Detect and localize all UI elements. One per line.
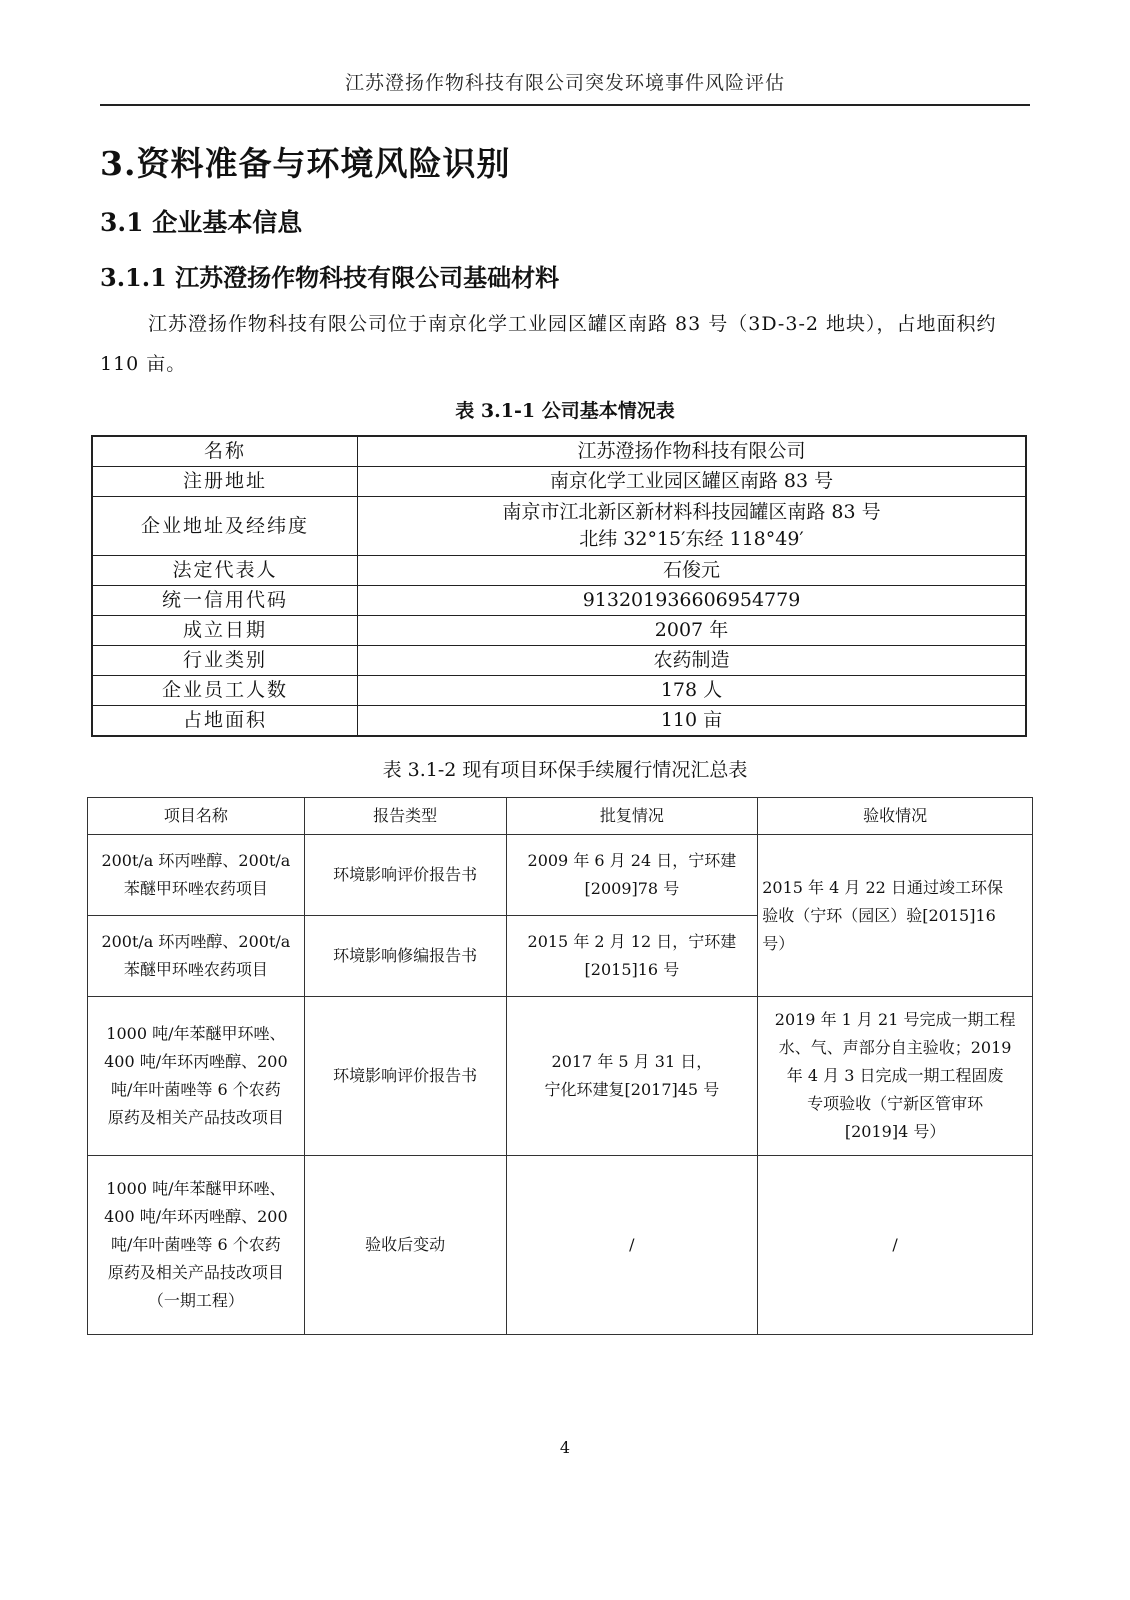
page-number: 4 bbox=[559, 1438, 571, 1457]
row-value: 农药制造 bbox=[358, 646, 1027, 676]
acceptance-cell bbox=[758, 835, 1033, 997]
row-key: 注册地址 bbox=[92, 467, 358, 497]
table-row bbox=[88, 997, 1033, 1156]
row-key: 统一信用代码 bbox=[92, 586, 358, 616]
table-row bbox=[92, 556, 1026, 586]
coordinates-line: 北纬 32°15′东经 118°49′ bbox=[579, 528, 804, 550]
report-type-cell: 验收后变动 bbox=[304, 1156, 506, 1335]
cell-line: 苯醚甲环唑农药项目 bbox=[123, 879, 268, 898]
row-value: 江苏澄扬作物科技有限公司 bbox=[358, 436, 1027, 467]
project-name-cell bbox=[88, 835, 305, 916]
project-name-cell bbox=[88, 1156, 305, 1335]
column-header: 批复情况 bbox=[506, 798, 758, 835]
cell-line: 吨/年叶菌唑等 6 个农药 bbox=[111, 1080, 281, 1099]
table-row bbox=[92, 616, 1026, 646]
table-row bbox=[88, 835, 1033, 916]
row-key: 企业地址及经纬度 bbox=[92, 497, 358, 556]
header-rule bbox=[100, 104, 1030, 106]
approval-cell bbox=[506, 997, 758, 1156]
cell-line: [2015]16 号 bbox=[584, 960, 680, 979]
project-name-cell bbox=[88, 997, 305, 1156]
table2-caption: 表 3.1-2 现有项目环保手续履行情况汇总表 bbox=[382, 759, 748, 781]
table-row bbox=[92, 646, 1026, 676]
cell-line: 400 吨/年环丙唑醇、200 bbox=[104, 1052, 288, 1071]
row-value bbox=[358, 497, 1027, 556]
table-row bbox=[92, 586, 1026, 616]
cell-line: 苯醚甲环唑农药项目 bbox=[123, 960, 268, 979]
approval-cell: / bbox=[506, 1156, 758, 1335]
row-key: 企业员工人数 bbox=[92, 676, 358, 706]
table-row bbox=[88, 1156, 1033, 1335]
row-key: 成立日期 bbox=[92, 616, 358, 646]
column-header: 验收情况 bbox=[758, 798, 1033, 835]
cell-line: （一期工程） bbox=[147, 1291, 244, 1310]
intro-paragraph: 江苏澄扬作物科技有限公司位于南京化学工业园区罐区南路 83 号（3D-3-2 地块），占地面积约 110 亩。 bbox=[100, 313, 997, 375]
cell-line: 2019 年 1 月 21 号完成一期工程 bbox=[774, 1010, 1016, 1029]
address-line: 南京市江北新区新材料科技园罐区南路 83 号 bbox=[502, 501, 881, 523]
cell-line: 原药及相关产品技改项目 bbox=[107, 1108, 284, 1127]
cell-line: 2015 年 2 月 12 日，宁环建 bbox=[527, 932, 737, 951]
row-key: 占地面积 bbox=[92, 706, 358, 737]
env-procedures-table bbox=[87, 797, 1033, 1335]
row-value: 110 亩 bbox=[358, 706, 1027, 737]
approval-cell bbox=[506, 835, 758, 916]
table-header-row bbox=[88, 798, 1033, 835]
running-header: 江苏澄扬作物科技有限公司突发环境事件风险评估 bbox=[344, 72, 785, 94]
chapter-heading: 3.资料准备与环境风险识别 bbox=[100, 144, 511, 183]
row-value: 南京化学工业园区罐区南路 83 号 bbox=[358, 467, 1027, 497]
row-value: 石俊元 bbox=[358, 556, 1027, 586]
cell-line: 200t/a 环丙唑醇、200t/a bbox=[101, 932, 291, 951]
cell-line: 验收（宁环（园区）验[2015]16 bbox=[762, 905, 996, 925]
cell-line: 号） bbox=[762, 933, 795, 953]
table-row bbox=[92, 436, 1026, 467]
acceptance-cell: / bbox=[758, 1156, 1033, 1335]
cell-line: 原药及相关产品技改项目 bbox=[107, 1263, 284, 1282]
row-key: 行业类别 bbox=[92, 646, 358, 676]
acceptance-cell bbox=[758, 997, 1033, 1156]
cell-line: 水、气、声部分自主验收；2019 bbox=[778, 1038, 1012, 1057]
cell-line: 吨/年叶菌唑等 6 个农药 bbox=[111, 1235, 281, 1254]
table-row bbox=[92, 706, 1026, 737]
row-value: 913201936606954779 bbox=[358, 586, 1027, 616]
row-key: 法定代表人 bbox=[92, 556, 358, 586]
cell-line: [2019]4 号） bbox=[844, 1122, 946, 1141]
row-value: 2007 年 bbox=[358, 616, 1027, 646]
cell-line: [2009]78 号 bbox=[584, 879, 680, 898]
cell-line: 宁化环建复[2017]45 号 bbox=[544, 1080, 720, 1099]
company-info-table bbox=[91, 435, 1027, 737]
cell-line: 200t/a 环丙唑醇、200t/a bbox=[101, 851, 291, 870]
cell-line: 2017 年 5 月 31 日， bbox=[551, 1052, 713, 1071]
report-type-cell: 环境影响评价报告书 bbox=[304, 997, 506, 1156]
report-type-cell: 环境影响修编报告书 bbox=[304, 916, 506, 997]
table-row bbox=[92, 497, 1026, 556]
cell-line: 400 吨/年环丙唑醇、200 bbox=[104, 1207, 288, 1226]
cell-line: 年 4 月 3 日完成一期工程固废 bbox=[786, 1066, 1004, 1085]
table-row bbox=[92, 467, 1026, 497]
cell-line: 2009 年 6 月 24 日，宁环建 bbox=[527, 851, 737, 870]
column-header: 项目名称 bbox=[88, 798, 305, 835]
row-value: 178 人 bbox=[358, 676, 1027, 706]
cell-line: 1000 吨/年苯醚甲环唑、 bbox=[106, 1024, 286, 1043]
subsection-heading: 3.1.1 江苏澄扬作物科技有限公司基础材料 bbox=[100, 263, 560, 292]
table1-caption: 表 3.1-1 公司基本情况表 bbox=[455, 400, 675, 422]
cell-line: 专项验收（宁新区管审环 bbox=[807, 1094, 984, 1113]
report-type-cell: 环境影响评价报告书 bbox=[304, 835, 506, 916]
cell-line: 2015 年 4 月 22 日通过竣工环保 bbox=[762, 877, 1003, 897]
cell-line: 1000 吨/年苯醚甲环唑、 bbox=[106, 1179, 286, 1198]
table-row bbox=[92, 676, 1026, 706]
column-header: 报告类型 bbox=[304, 798, 506, 835]
project-name-cell bbox=[88, 916, 305, 997]
row-key: 名称 bbox=[92, 436, 358, 467]
approval-cell bbox=[506, 916, 758, 997]
section-heading: 3.1 企业基本信息 bbox=[100, 208, 303, 237]
